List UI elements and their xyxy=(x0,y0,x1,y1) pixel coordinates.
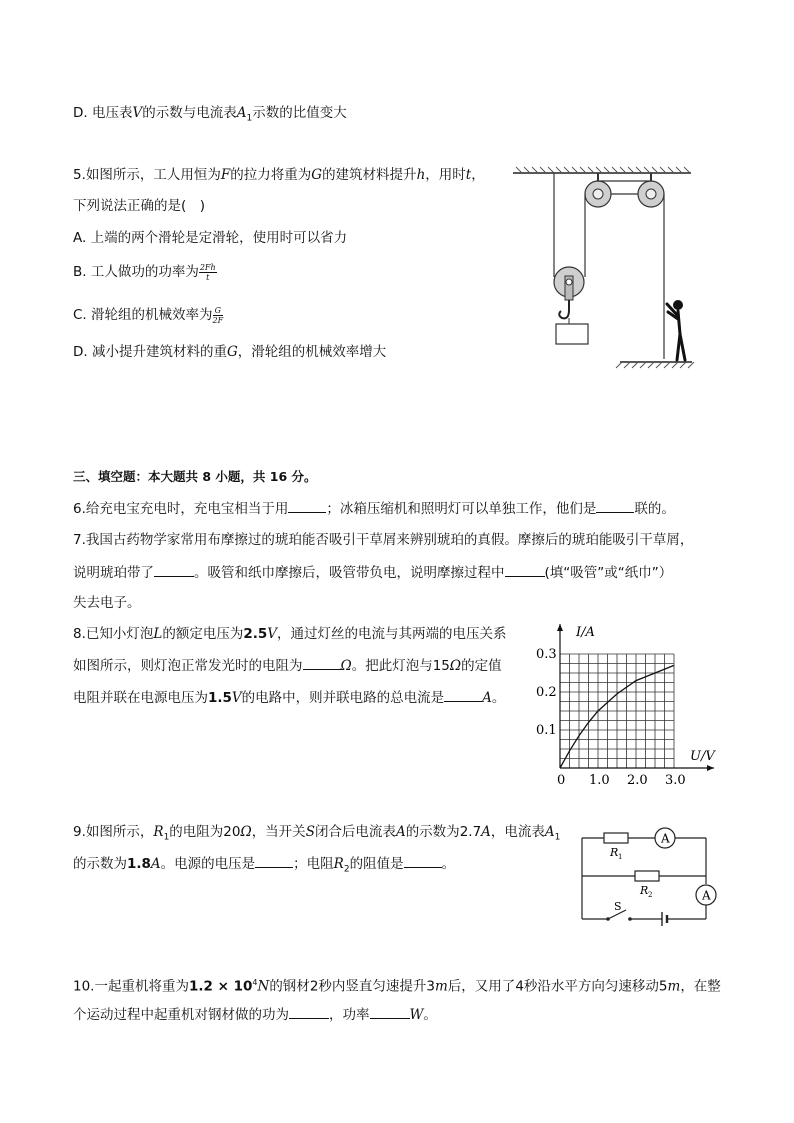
y-tick-label: 0.1 xyxy=(536,723,557,738)
q8-line1: 8.已知小灯泡L的额定电压为2.5V，通过灯丝的电流与其两端的电压关系 xyxy=(73,626,507,642)
pulley-figure xyxy=(508,164,698,374)
r2-sub: 2 xyxy=(648,891,653,899)
q5-stem-line2: 下列说法正确的是( ) xyxy=(73,198,206,214)
q7-line3: 失去电子。 xyxy=(73,595,141,611)
y-tick-label: 0.2 xyxy=(536,685,557,700)
y-tick-label: 0.3 xyxy=(536,647,557,662)
iu-chart xyxy=(530,618,730,788)
q7-line1: 7.我国古药物学家常用布摩擦过的琥珀能否吸引干草屑来辨别琥珀的真假。摩擦后的琥珀能吸引干草屑， xyxy=(73,532,694,548)
q8-blank-1 xyxy=(303,655,341,670)
q4-option-d: D. 电压表V的示数与电流表$A_1$示数的比值变大 xyxy=(73,105,347,124)
q9-line2: 的示数为1.8A。电源的电压是 ；电阻$R_2$的阻值是 。 xyxy=(73,853,455,880)
worker-figure xyxy=(667,300,685,360)
circuit-diagram xyxy=(578,824,723,926)
q10-blank-2 xyxy=(370,1004,410,1019)
q5-option-b: B. 工人做功的功率为 $\frac{2Fh}{t}$ xyxy=(73,262,216,282)
x-tick-label: 0 xyxy=(557,773,566,788)
q10-line1: 10.一起重机将重为$1.2 \times 10^4N$的钢材2秒内竖直匀速提升3m后，又用了4秒沿水平方向匀速移动5m，在整 xyxy=(73,978,721,995)
resistor-r2 xyxy=(635,871,659,881)
q8-line3: 电阻并联在电源电压为1.5V的电路中，则并联电路的总电流是 A。 xyxy=(73,687,505,708)
q5-stem: 5.如图所示，工人用恒为F的拉力将重为G的建筑材料提升h，用时t， xyxy=(73,167,485,183)
resistor-r1 xyxy=(604,833,628,843)
x-axis-arrow xyxy=(707,765,714,771)
q7-blank-1 xyxy=(154,562,194,577)
q5-option-c-fraction: $\frac{G}{2F}$ xyxy=(212,305,224,325)
ammeter-a1-label: A xyxy=(661,831,670,846)
q8-line2: 如图所示，则灯泡正常发光时的电阻为 Ω。把此灯泡与15Ω的定值 xyxy=(73,655,502,676)
q7-blank-2 xyxy=(505,562,545,577)
x-tick-label: 3.0 xyxy=(665,773,686,788)
x-tick-label: 2.0 xyxy=(627,773,648,788)
r2-label: R xyxy=(640,884,649,897)
q6-blank-2 xyxy=(596,498,634,513)
q6-blank-1 xyxy=(288,498,326,513)
q9-line1: 9.如图所示，$R_1$的电阻为20Ω，当开关S闭合后电流表A的示数为2.7A，电流表$A_1$ xyxy=(73,824,561,843)
q10-line2: 个运动过程中起重机对钢材做的功为 ，功率 W。 xyxy=(73,1004,437,1025)
q5-option-b-fraction: $\frac{2Fh}{t}$ xyxy=(199,262,216,282)
q5-option-d: D. 减小提升建筑材料的重G，滑轮组的机械效率增大 xyxy=(73,344,387,360)
section-3-title: 三、填空题：本大题共 8 小题，共 16 分。 xyxy=(73,469,317,484)
q5-option-c: C. 滑轮组的机械效率为 $\frac{G}{2F}$ xyxy=(73,305,224,325)
x-tick-label: 1.0 xyxy=(589,773,610,788)
q9-blank-1 xyxy=(255,853,293,868)
q6: 6.给充电宝充电时，充电宝相当于用 ；冰箱压缩机和照明灯可以单独工作，他们是 联的。 xyxy=(73,498,675,519)
y-axis-arrow xyxy=(557,624,563,631)
r1-sub: 1 xyxy=(618,853,623,861)
q10-blank-1 xyxy=(289,1004,329,1019)
building-material-block xyxy=(556,324,588,344)
q7-line2: 说明琥珀带了 。吸管和纸巾摩擦后，吸管带负电，说明摩擦过程中 (填“吸管”或“纸巾”） xyxy=(73,562,672,583)
y-axis-label: I/A xyxy=(576,625,595,640)
q8-blank-2 xyxy=(444,687,482,702)
q9-blank-2 xyxy=(404,853,442,868)
x-axis-label: U/V xyxy=(690,749,715,764)
ammeter-a-label: A xyxy=(702,888,711,903)
switch-label: S xyxy=(614,900,622,913)
q5-option-a: A. 上端的两个滑轮是定滑轮，使用时可以省力 xyxy=(73,230,348,246)
r1-label: R xyxy=(610,846,619,859)
